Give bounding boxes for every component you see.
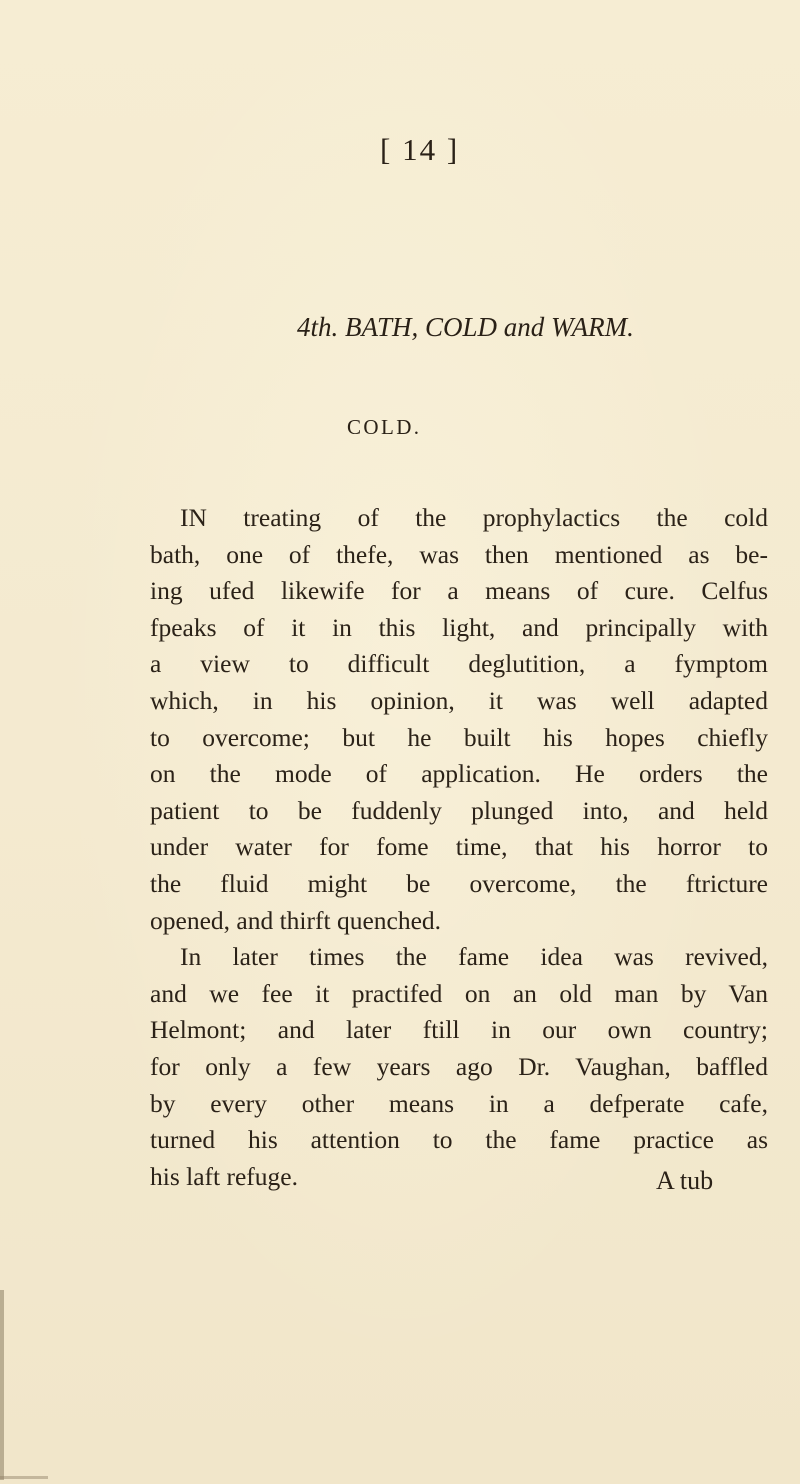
text-line: a view to difficult deglutition, a fymptom (150, 649, 768, 679)
text-line: fpeaks of it in this light, and principally with (150, 612, 768, 642)
text-line: by every other means in a defperate cafe, (150, 1088, 768, 1118)
text-line: opened, and thirft quenched. (150, 905, 442, 935)
text-line: under water for fome time, that his horror to (150, 832, 768, 862)
text-line: his laft refuge. (150, 1161, 298, 1191)
text-line: to overcome; but he built his hopes chiefly (150, 722, 768, 752)
page-edge-bottom (0, 1476, 48, 1479)
text-line: turned his attention to the fame practice as (150, 1125, 768, 1155)
text-line: on the mode of application. He orders the (150, 759, 768, 789)
text-line: patient to be fuddenly plunged into, and held (150, 795, 768, 825)
section-heading: 4th. BATH, COLD and WARM. (297, 312, 634, 342)
text-line: the fluid might be overcome, the ftricture (150, 868, 768, 898)
text-line: In later times the fame idea was revived, (180, 942, 768, 972)
text-line: and we fee it practifed on an old man by Van (150, 978, 768, 1008)
text-line: ing ufed likewife for a means of cure. Celfus (150, 576, 768, 606)
text-line: Helmont; and later ftill in our own country; (150, 1015, 768, 1045)
page-edge-shadow (0, 1290, 4, 1480)
catchword: A tub (656, 1166, 714, 1195)
section-subheading: COLD. (347, 415, 422, 439)
page-number: [ 14 ] (380, 132, 460, 167)
text-line: which, in his opinion, it was well adapted (150, 685, 768, 715)
text-line: IN treating of the prophylactics the cold (180, 503, 768, 532)
text-line: bath, one of thefe, was then mentioned as be- (150, 539, 768, 569)
body-text (150, 500, 768, 1195)
text-line: for only a few years ago Dr. Vaughan, baffled (150, 1051, 768, 1081)
